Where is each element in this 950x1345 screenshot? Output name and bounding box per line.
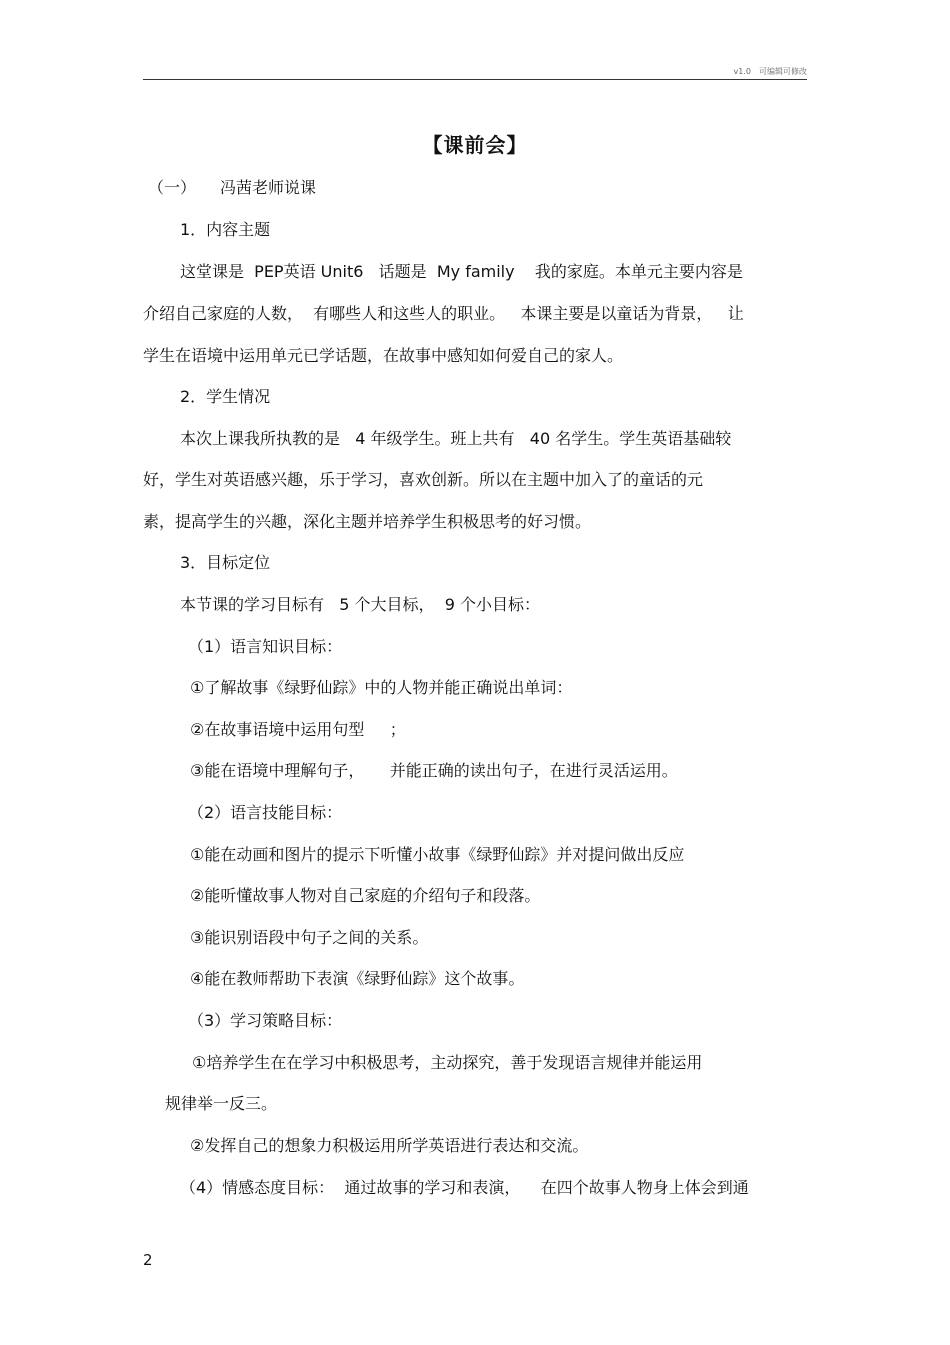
goal-item: ②发挥自己的想象力积极运用所学英语进行表达和交流。	[190, 1136, 589, 1155]
goal-category: （2）语言技能目标：	[188, 803, 343, 822]
subheading-student-situation: 2．学生情况	[180, 387, 271, 406]
paragraph-line: 素，提高学生的兴趣，深化主题并培养学生积极思考的好习惯。	[143, 512, 592, 531]
section-heading: （一） 冯茜老师说课	[148, 178, 317, 197]
goal-item: ③能在语境中理解句子， 并能正确的读出句子，在进行灵活运用。	[190, 761, 678, 780]
goal-item: ②在故事语境中运用句型 ；	[190, 720, 406, 739]
page-title: 【课前会】	[422, 133, 528, 157]
paragraph-line: 本次上课我所执教的是 4 年级学生。班上共有 40 名学生。学生英语基础较	[180, 429, 732, 448]
page-number: 2	[143, 1251, 153, 1269]
goal-item: ①培养学生在在学习中积极思考，主动探究，善于发现语言规律并能运用	[192, 1053, 703, 1072]
goal-item: ④能在教师帮助下表演《绿野仙踪》这个故事。	[190, 969, 525, 988]
goal-item: ②能听懂故事人物对自己家庭的介绍句子和段落。	[190, 886, 541, 905]
paragraph-line: 本节课的学习目标有 5 个大目标， 9 个小目标：	[180, 595, 540, 614]
paragraph-line: 好，学生对英语感兴趣，乐于学习，喜欢创新。所以在主题中加入了的童话的元	[143, 470, 704, 489]
paragraph-line: 介绍自己家庭的人数， 有哪些人和这些人的职业。 本课主要是以童话为背景， 让	[143, 304, 744, 323]
goal-item: ①了解故事《绿野仙踪》中的人物并能正确说出单词：	[190, 678, 573, 697]
goal-item: ③能识别语段中句子之间的关系。	[190, 928, 429, 947]
paragraph-line: 学生在语境中运用单元已学话题，在故事中感知如何爱自己的家人。	[143, 346, 624, 365]
goal-item: ①能在动画和图片的提示下听懂小故事《绿野仙踪》并对提问做出反应	[190, 845, 685, 864]
goal-category: （3）学习策略目标：	[188, 1011, 343, 1030]
goal-category: （4）情感态度目标： 通过故事的学习和表演， 在四个故事人物身上体会到通	[180, 1178, 749, 1197]
subheading-goals: 3．目标定位	[180, 553, 271, 572]
subheading-content-topic: 1．内容主题	[180, 220, 271, 239]
paragraph-line: 这堂课是 PEP英语 Unit6 话题是 My family 我的家庭。本单元主要内容是	[180, 262, 743, 281]
goal-item-continued: 规律举一反三。	[165, 1094, 278, 1113]
header-rule	[143, 79, 807, 80]
header-version-note: v1.0 可编辑可修改	[733, 67, 807, 76]
goal-category: （1）语言知识目标：	[188, 637, 343, 656]
